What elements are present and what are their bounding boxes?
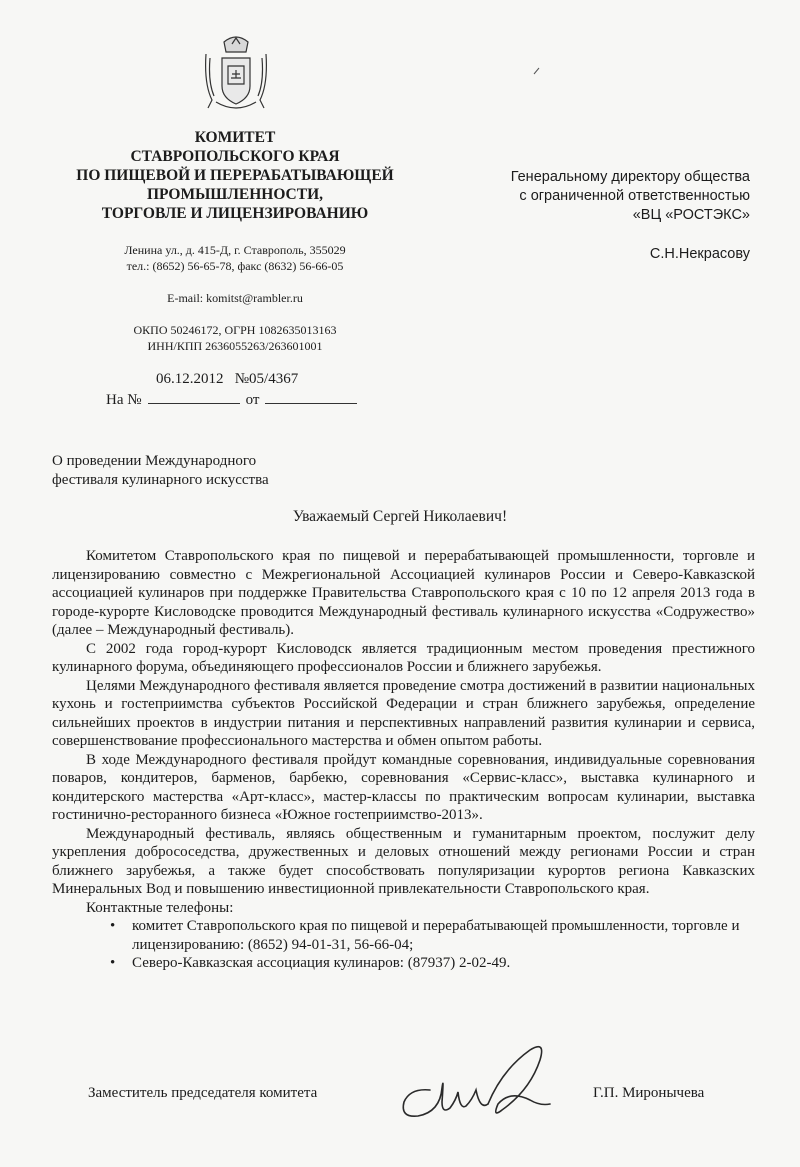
org-codes-ogrn: ОКПО 50246172, ОГРН 1082635013163 [133,323,337,337]
subject-line2: фестиваля кулинарного искусства [52,472,269,488]
org-line: СТАВРОПОЛЬСКОГО КРАЯ [130,148,340,165]
subject-line1: О проведении Международного [52,453,257,469]
body-paragraph: В ходе Международного фестиваля пройдут командные соревнования, индивидуальные соревнования поваров, кондитеров, барменов, барбекю, соревнования «Сервис-класс», выставка кулинарного и кондитерского мастерства «Арт-класс», мастер-классы по практическим вопросам кулинарии, выставка гостинично-ресторанного бизнеса «Южное гостеприимство-2013». [52,751,755,823]
signer-title: Заместитель председателя комитета [88,1085,318,1101]
handwritten-signature [380,1030,570,1140]
org-line: ПРОМЫШЛЕННОСТИ, [146,186,324,203]
org-line: ТОРГОВЛЕ И ЛИЦЕНЗИРОВАНИЮ [101,205,369,222]
addressee-block [450,168,750,264]
reference-prefix: На № [106,392,142,408]
reference-date-blank [265,390,357,404]
contacts-list [52,917,755,973]
addressee-line1: Генеральному директору общества [510,169,750,185]
org-address: Ленина ул., д. 415-Д, г. Ставрополь, 355029 [124,243,346,257]
org-email: E-mail: komitst@rambler.ru [167,291,303,305]
addressee-line3: «ВЦ «РОСТЭКС» [632,207,750,223]
salutation: Уважаемый Сергей Николаевич! [292,508,508,525]
org-codes-inn: ИНН/КПП 2636055263/263601001 [147,339,323,353]
organization-name [30,128,440,223]
org-codes-block [40,322,430,354]
contacts-title: Контактные телефоны: [86,899,234,916]
stray-mark [532,66,542,76]
reference-from: от [245,392,260,408]
org-phones: тел.: (8652) 56-65-78, факс (8632) 56-66-05 [126,259,344,273]
body-paragraph: Комитетом Ставропольского края по пищевой и перерабатывающей промышленности, торговле и лицензированию совместно с Межрегиональной Ассоциацией кулинаров России и Северо-Кавказской ассоциацией кулинаров при поддержке Правительства Ставропольского края с 10 по 12 апреля 2013 года в городе-курорте Кисловодске проводится Международный фестиваль кулинарного искусства «Содружество» (далее – Международный фестиваль). [52,548,755,638]
contact-item: • комитет Ставропольского края по пищевой и перерабатывающей промышленности, торговле и лицензированию: (8652) 94-01-31, 56-66-04; [132,917,755,954]
letter-subject [52,452,269,490]
contact-item: • Северо-Кавказская ассоциация кулинаров: (87937) 2-02-49. [132,954,755,973]
outgoing-number: 06.12.2012 №05/4367 [156,371,299,387]
letter-body [52,547,755,973]
org-line: КОМИТЕТ [194,129,276,146]
coat-of-arms-emblem [202,34,270,112]
org-line: ПО ПИЩЕВОЙ И ПЕРЕРАБАТЫВАЮЩЕЙ [76,167,394,184]
addressee-line2: с ограниченной ответственностью [519,188,750,204]
reference-line [106,390,357,409]
signer-name: Г.П. Миронычева [593,1085,705,1101]
addressee-name: С.Н.Некрасову [649,246,750,262]
reference-number-blank [148,390,240,404]
body-paragraph: С 2002 года город-курорт Кисловодск является традиционным местом проведения престижного кулинарного форума, объединяющего профессионалов России и ближнего зарубежья. [52,640,755,675]
body-paragraph: Международный фестиваль, являясь общественным и гуманитарным проектом, послужит делу укрепления добрососедства, дружественных и деловых отношений между регионами России и стран ближнего зарубежья, а также будет способствовать популяризации курортов региона Кавказских Минеральных Вод и повышению инвестиционной привлекательности Ставропольского края. [52,825,755,897]
body-paragraph: Целями Международного фестиваля является проведение смотра достижений в развитии национальных кухонь и гостеприимства субъектов Российской Федерации и стран ближнего зарубежья, определение сильнейших проектов в индустрии питания и перспективных направлений развития кулинарии и сервиса, совершенствование профессионального мастерства и обмен опытом работы. [52,677,755,749]
org-address-block [40,242,430,274]
